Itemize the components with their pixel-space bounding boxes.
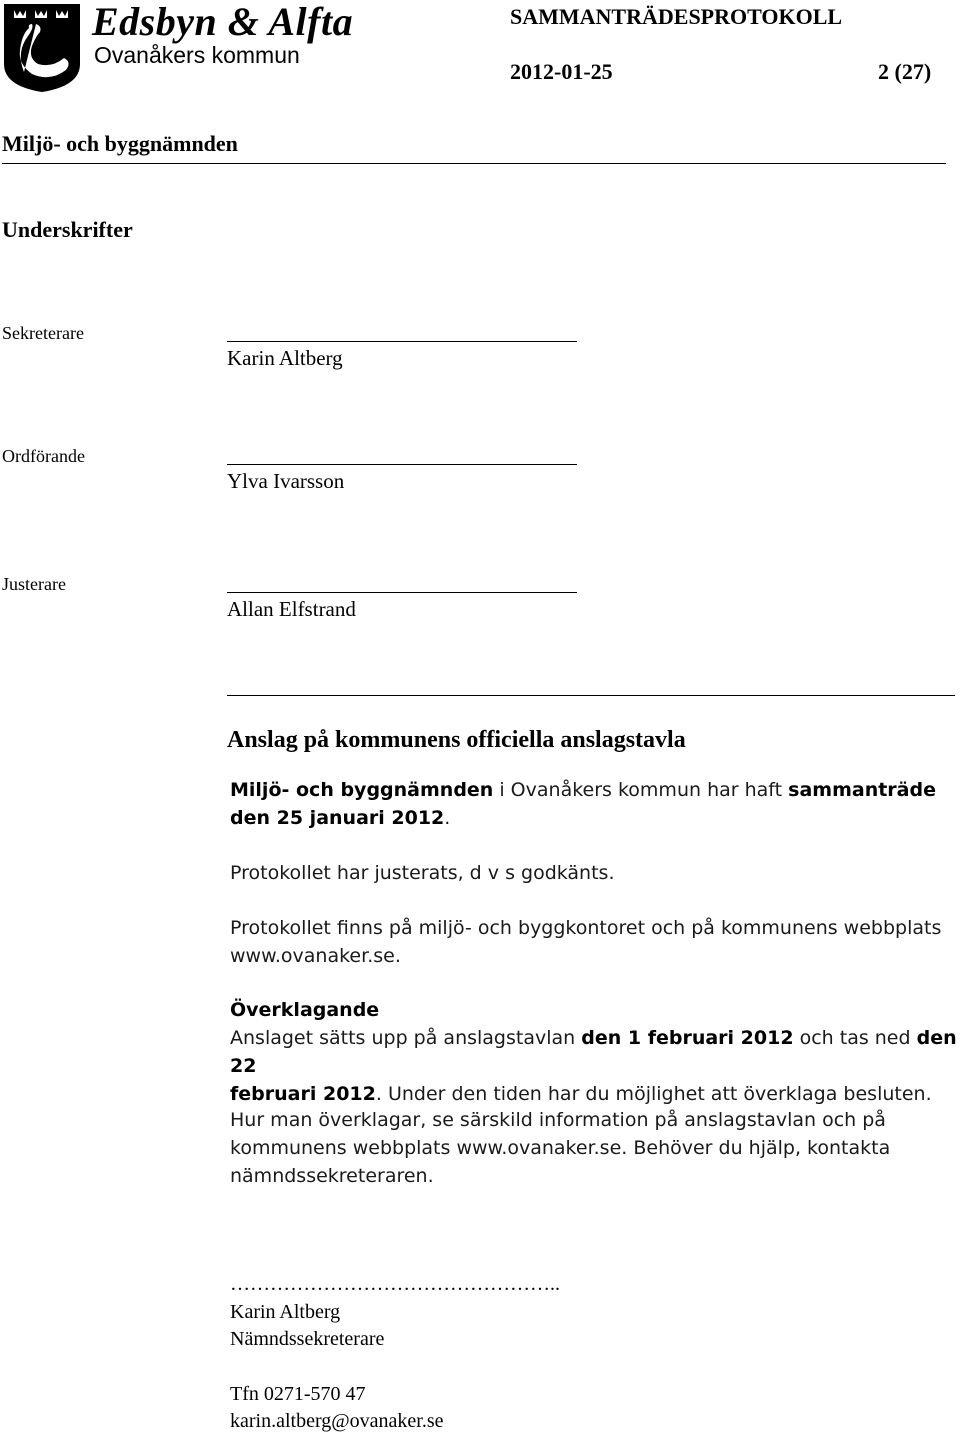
text-line: Protokollet finns på miljö- och byggkontoret och på kommunens webbplats	[230, 917, 942, 939]
logo-wordmark: Edsbyn & Alfta	[92, 0, 354, 44]
text-line: nämndssekreteraren.	[230, 1165, 434, 1187]
municipality-logo	[2, 2, 82, 94]
page-number: 2 (27)	[878, 59, 932, 84]
signature-line	[227, 464, 577, 465]
website-link[interactable]: www.ovanaker.se.	[230, 945, 401, 967]
appeal-heading	[230, 996, 958, 1024]
signature-name: Karin Altberg	[227, 346, 343, 370]
signature-line	[227, 341, 577, 342]
secretary-phone: Tfn 0271-570 47	[230, 1383, 366, 1405]
meeting-date: den 25 januari 2012	[230, 807, 445, 829]
notice-paragraph-dates	[230, 1024, 958, 1108]
signature-line	[227, 592, 577, 593]
committee-ref: Miljö- och byggnämnden	[230, 779, 494, 801]
notice-paragraph-howto	[230, 1106, 958, 1190]
signatures-heading: Underskrifter	[2, 217, 133, 242]
signature-role: Ordförande	[2, 446, 85, 466]
text-run: . Under den tiden har du möjlighet att överklaga besluten.	[375, 1083, 932, 1105]
remove-date-part2: februari 2012	[230, 1083, 376, 1105]
committee-name: Miljö- och byggnämnden	[2, 131, 238, 156]
header-divider	[2, 163, 946, 164]
text-run: i Ovanåkers kommun har haft	[493, 779, 789, 801]
signature-name: Ylva Ivarsson	[227, 469, 345, 493]
signature-dots: …………………………………………..	[230, 1273, 560, 1295]
meeting-ref: sammanträde	[788, 779, 936, 801]
secretary-title: Nämndssekreterare	[230, 1328, 385, 1350]
signature-role: Justerare	[2, 574, 66, 594]
signature-name: Allan Elfstrand	[227, 597, 356, 621]
document-date: 2012-01-25	[510, 59, 613, 84]
text-run: Anslaget sätts upp på anslagstavlan	[230, 1027, 582, 1049]
secretary-email[interactable]: karin.altberg@ovanaker.se	[230, 1410, 444, 1432]
logo-subtitle: Ovanåkers kommun	[94, 42, 300, 68]
remove-date-part1: den 22	[230, 1027, 957, 1077]
text-run: och tas ned	[793, 1027, 917, 1049]
notice-title: Anslag på kommunens officiella anslagstavla	[227, 727, 686, 753]
notice-paragraph-location	[230, 914, 958, 970]
document-type: SAMMANTRÄDESPROTOKOLL	[510, 4, 843, 29]
notice-paragraph-meeting	[230, 776, 958, 832]
secretary-name: Karin Altberg	[230, 1301, 341, 1323]
signature-role: Sekreterare	[2, 323, 84, 343]
notice-paragraph-approved: Protokollet har justerats, d v s godkänts.	[230, 862, 615, 884]
text-run: .	[444, 807, 451, 829]
text-line: kommunens webbplats www.ovanaker.se. Behöver du hjälp, kontakta	[230, 1137, 891, 1159]
post-date: den 1 februari 2012	[581, 1027, 794, 1049]
text-line: Hur man överklagar, se särskild information på anslagstavlan och på	[230, 1109, 886, 1131]
appeal-heading-text: Överklagande	[230, 999, 380, 1021]
section-divider	[227, 695, 955, 696]
